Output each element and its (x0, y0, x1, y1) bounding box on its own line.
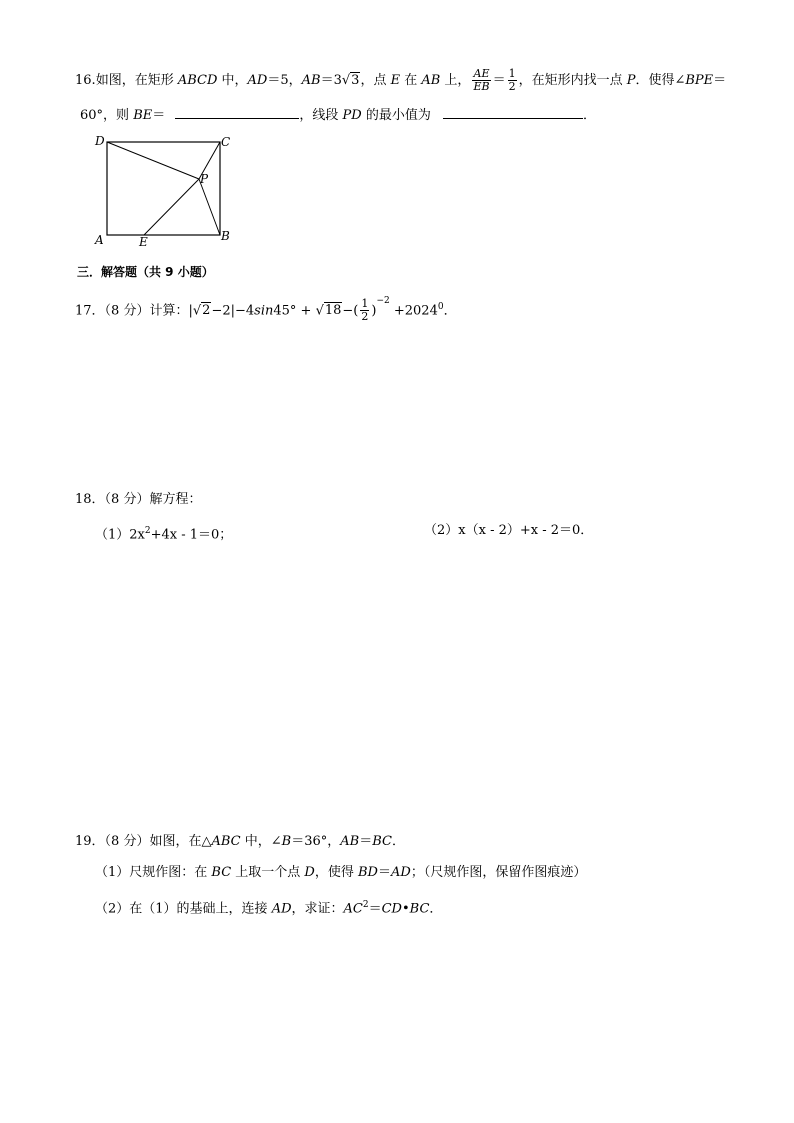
q19-var: AC (343, 901, 363, 917)
q19-exponent: 2 (362, 900, 369, 910)
q17-exponent: 0 (437, 302, 444, 312)
q17-expr: −( (342, 303, 359, 319)
q18-score: （8 分） (104, 492, 150, 507)
q17-line (75, 298, 457, 323)
q16-line1 (75, 68, 726, 93)
q16-text: ，在矩形内找一点 (518, 73, 627, 88)
q18-number: 18． (75, 492, 105, 507)
q19-number: 19． (75, 834, 105, 849)
frac-denominator: 2 (508, 80, 516, 93)
q16-var: BE (133, 108, 153, 123)
q19-line (75, 833, 405, 851)
q19-var: AD (391, 865, 411, 880)
q16-text: ．使得∠ (635, 73, 686, 88)
q17-radicand: 18 (324, 303, 342, 319)
answer-blank-be[interactable] (175, 106, 299, 119)
sqrt-icon: √ (192, 303, 202, 319)
label-p: P (200, 172, 209, 186)
label-b: B (221, 229, 230, 243)
q16-text: ＝3 (320, 73, 342, 88)
q17-expr: | (188, 303, 193, 319)
q19-var: ABC (211, 834, 241, 849)
q17-label: 计算： (149, 303, 189, 319)
q19-text: ，使得 (314, 865, 358, 880)
q16-var: AB (421, 73, 441, 88)
sqrt-icon: √ (315, 303, 324, 319)
q16-text: 如图，在矩形 (95, 73, 178, 88)
segment-dp (107, 142, 199, 179)
q18-label: 解方程： (149, 492, 202, 507)
q19-text: ，求证： (291, 901, 344, 917)
frac-numerator: 1 (361, 297, 369, 311)
q16-text: ，点 (360, 73, 391, 88)
q16-var: BPE (685, 73, 714, 88)
q18-eq1: +4x - 1＝0； (150, 527, 233, 543)
label-e: E (139, 235, 148, 249)
q17-expr: −2|−4 (211, 303, 255, 319)
q19-text: ＝36°， (291, 834, 341, 849)
q16-text: ． (582, 108, 596, 123)
q19-sub2 (95, 896, 442, 918)
q19-text: （2）在（1）的基础上，连接 (95, 901, 272, 917)
q18-sub2: （2）x（x - 2）+x - 2＝0． (424, 523, 594, 538)
q19-var: BC (372, 834, 392, 849)
segment-ep (144, 179, 199, 235)
q16-fraction-ae-eb (472, 68, 490, 93)
q17-expr: 45° + (273, 303, 316, 319)
q19-text: ＝ (368, 901, 382, 917)
label-a: A (95, 233, 104, 247)
q19-sub1 (95, 864, 586, 882)
q17-radicand: 2 (202, 303, 211, 319)
q17-sin: sin (254, 303, 274, 319)
q16-var: ABCD (177, 73, 218, 88)
q19-text: 如图，在△ (149, 834, 212, 849)
q16-text: 上， (440, 73, 471, 88)
q16-number: 16. (75, 73, 96, 88)
q19-text: ． (429, 901, 443, 917)
q16-var: PD (342, 108, 362, 123)
q16-rectangle-figure (90, 132, 240, 250)
q19-var: D (304, 865, 315, 880)
q16-var: AB (301, 73, 321, 88)
q19-var: CD (381, 901, 402, 917)
q18-sub1 (95, 522, 232, 544)
q18-eq1: （1）2x (95, 527, 145, 543)
q19-var: AB (340, 834, 360, 849)
label-c: C (221, 135, 231, 149)
label-d: D (95, 134, 105, 148)
q19-var: BC (409, 901, 430, 917)
q16-text: ＝ (713, 73, 727, 88)
q16-var: P (626, 73, 636, 88)
q17-expr: ． (443, 303, 457, 319)
q19-text: ． (391, 834, 405, 849)
q18-line (75, 491, 201, 509)
q19-var: BD (358, 865, 378, 880)
q17-expr: +2024 (389, 303, 438, 319)
q17-fraction-half (360, 298, 369, 323)
segment-pb (199, 179, 220, 235)
q19-text: 中，∠ (240, 834, 282, 849)
q16-radicand: 3 (351, 73, 360, 88)
frac-denominator: 2 (361, 310, 369, 324)
q17-exponent: −2 (376, 296, 390, 306)
q19-var: B (281, 834, 292, 849)
frac-denominator: EB (473, 80, 490, 93)
q16-text: 的最小值为 (361, 108, 431, 123)
q16-text: 中， (217, 73, 248, 88)
q17-score: （8 分） (104, 303, 150, 319)
q19-score: （8 分） (104, 834, 150, 849)
q19-text: （1）尺规作图：在 (95, 865, 212, 880)
section-heading: 三．解答题（共 9 小题） (77, 265, 214, 279)
q19-var: AD (271, 901, 292, 917)
q16-text: ＝ (152, 108, 166, 123)
q19-text: 上取一个点 (231, 865, 305, 880)
q17-number: 17． (75, 303, 105, 319)
q19-text: ；（尺规作图，保留作图痕迹） (410, 865, 587, 880)
q19-text: ＝ (377, 865, 391, 880)
q16-var: E (390, 73, 401, 88)
q16-text: ＝ (492, 73, 506, 88)
q19-text: • (401, 901, 410, 917)
frac-numerator: AE (473, 67, 490, 80)
q16-text: 60°，则 (80, 108, 134, 123)
q18-exponent: 2 (144, 526, 151, 536)
q17-expr: ) (371, 303, 377, 319)
q19-var: BC (211, 865, 232, 880)
q16-text: ，线段 (299, 108, 343, 123)
q16-var: AD (247, 73, 268, 88)
frac-numerator: 1 (508, 67, 516, 80)
q16-line2 (80, 106, 596, 125)
q19-text: ＝ (359, 834, 373, 849)
answer-blank-pd[interactable] (443, 106, 583, 119)
sqrt-icon: √ (341, 73, 351, 88)
q16-text: 在 (400, 73, 422, 88)
q16-text: ＝5， (267, 73, 302, 88)
q16-fraction-half (508, 68, 517, 93)
